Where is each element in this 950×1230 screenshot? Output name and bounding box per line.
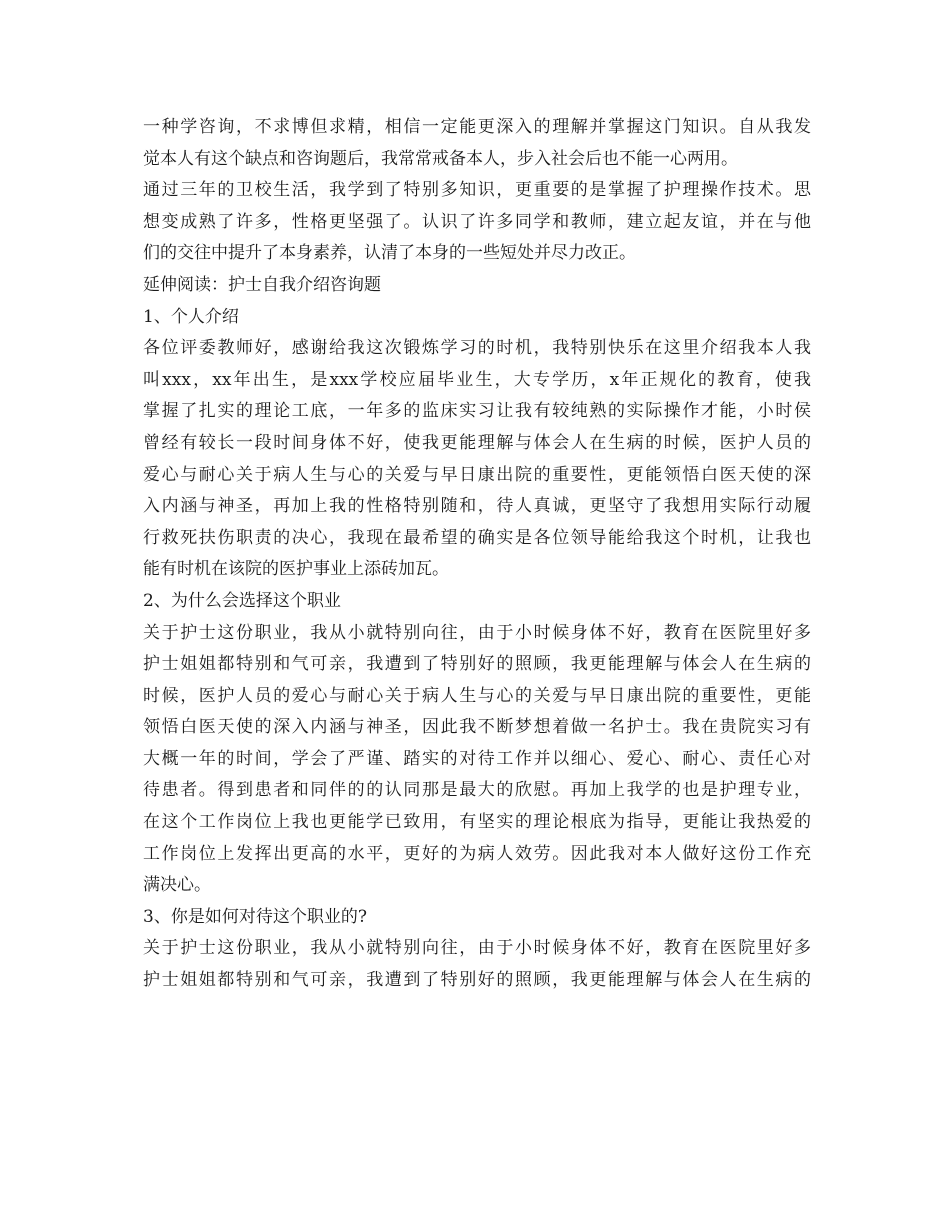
document-page bbox=[143, 112, 811, 997]
text-line: 们的交往中提升了本身素养，认清了本身的一些短处并尽力改正。 bbox=[143, 243, 636, 264]
text-line: 关于护士这份职业，我从小就特别向往，由于小时候身体不好，教育在医院里好多 bbox=[143, 938, 811, 959]
text-line: 时候，医护人员的爱心与耐心关于病人生与心的关爱与早日康出院的重要性，更能 bbox=[143, 685, 811, 706]
text-line: 在这个工作岗位上我也更能学已致用，有坚实的理论根底为指导，更能让我热爱的 bbox=[143, 812, 811, 833]
section-heading: 延伸阅读：护士自我介绍咨询题 bbox=[143, 274, 381, 295]
text-line: 行救死扶伤职责的决心，我现在最希望的确实是各位领导能给我这个时机，让我也 bbox=[143, 527, 811, 548]
text-line: 工作岗位上发挥出更高的水平，更好的为病人效劳。因此我对本人做好这份工作充 bbox=[143, 843, 811, 864]
text-line: 各位评委教师好，感谢给我这次锻炼学习的时机，我特别快乐在这里介绍我本人我 bbox=[143, 338, 811, 359]
text-line: 入内涵与神圣，再加上我的性格特别随和，待人真诚，更坚守了我想用实际行动履 bbox=[143, 496, 811, 517]
text-line: 领悟白医天使的深入内涵与神圣，因此我不断梦想着做一名护士。我在贵院实习有 bbox=[143, 717, 811, 738]
section-heading: 1、个人介绍 bbox=[143, 306, 239, 327]
text-line: 能有时机在该院的医护事业上添砖加瓦。 bbox=[143, 559, 449, 580]
text-line: 一种学咨询，不求博但求精，相信一定能更深入的理解并掌握这门知识。自从我发 bbox=[143, 117, 811, 137]
text-line: 护士姐姐都特别和气可亲，我遭到了特别好的照顾，我更能理解与体会人在生病的 bbox=[143, 654, 811, 675]
section-heading: 3、你是如何对待这个职业的? bbox=[143, 906, 367, 927]
section-heading: 2、为什么会选择这个职业 bbox=[143, 590, 341, 611]
text-line: 叫xxx，xx年出生，是xxx学校应届毕业生，大专学历，x年正规化的教育，使我 bbox=[143, 369, 811, 390]
text-line: 掌握了扎实的理论工底，一年多的监床实习让我有较纯熟的实际操作才能，小时侯 bbox=[143, 401, 811, 422]
text-line: 曾经有较长一段时间身体不好，使我更能理解与体会人在生病的时候，医护人员的 bbox=[143, 432, 811, 453]
text-line: 想变成熟了许多，性格更坚强了。认识了许多同学和教师，建立起友谊，并在与他 bbox=[143, 211, 811, 232]
text-line: 待患者。得到患者和同伴的的认同那是最大的欣慰。再加上我学的也是护理专业， bbox=[143, 780, 811, 801]
text-line: 大概一年的时间，学会了严谨、踏实的对待工作并以细心、爱心、耐心、责任心对 bbox=[143, 748, 811, 769]
text-line: 觉本人有这个缺点和咨询题后，我常常戒备本人，步入社会后也不能一心两用。 bbox=[143, 148, 738, 169]
text-line: 关于护士这份职业，我从小就特别向往，由于小时候身体不好，教育在医院里好多 bbox=[143, 622, 811, 643]
text-line: 护士姐姐都特别和气可亲，我遭到了特别好的照顾，我更能理解与体会人在生病的 bbox=[143, 970, 811, 991]
text-line: 通过三年的卫校生活，我学到了特别多知识，更重要的是掌握了护理操作技术。思 bbox=[143, 180, 811, 201]
text-line: 满决心。 bbox=[143, 875, 211, 896]
text-line: 爱心与耐心关于病人生与心的关爱与早日康出院的重要性，更能领悟白医天使的深 bbox=[143, 464, 811, 485]
